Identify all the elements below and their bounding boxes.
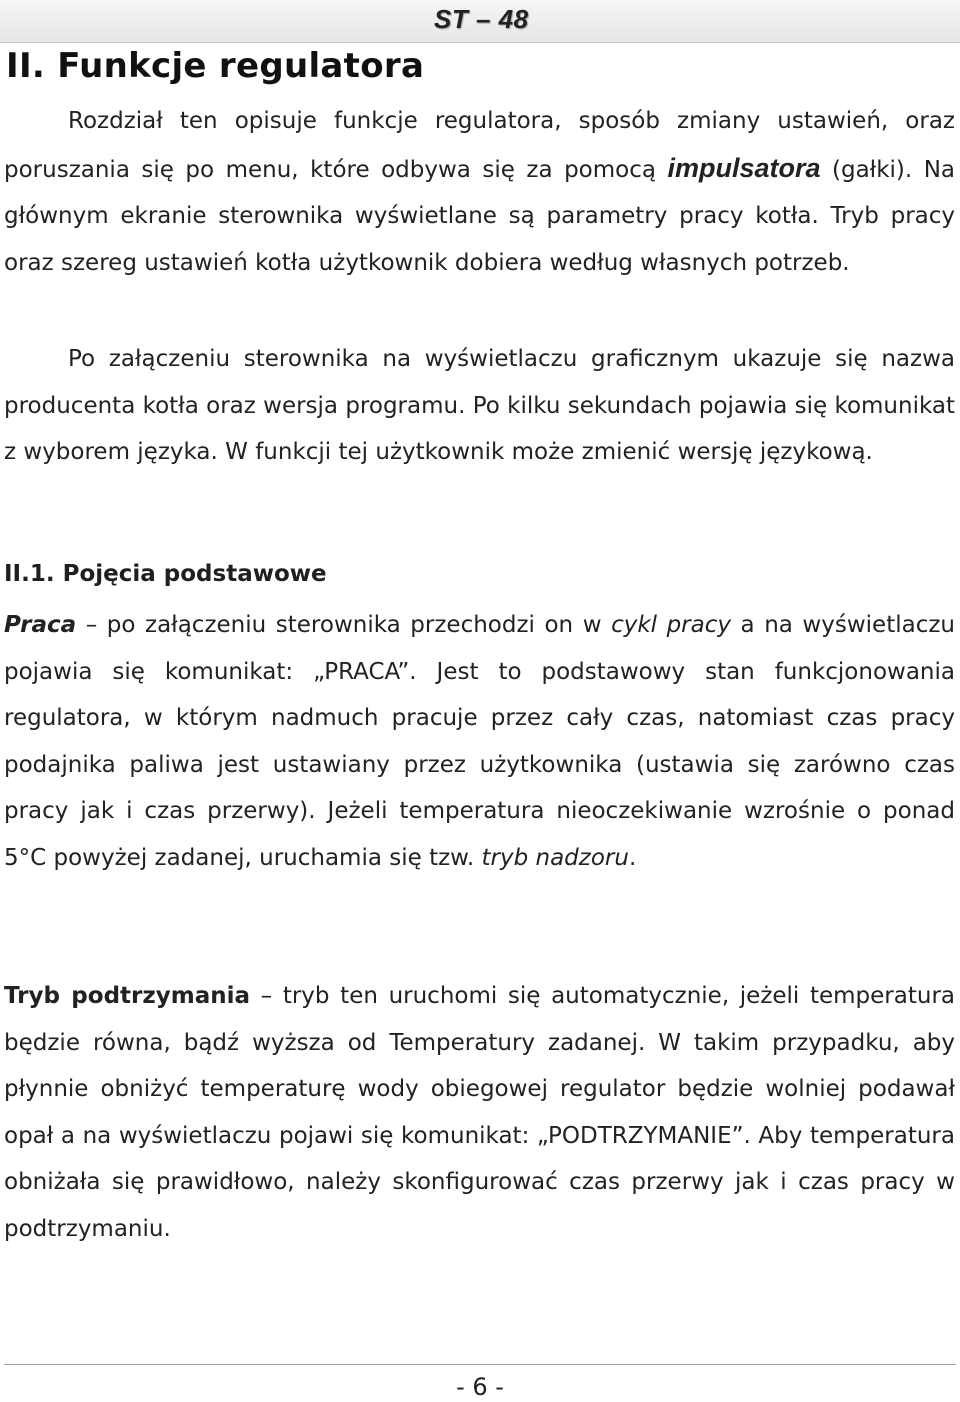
subsection-heading: II.1. Pojęcia podstawowe: [4, 561, 327, 587]
intro-text-part1: Rozdział ten opisuje funkcje regulatora, sposób zmiany ustawień, oraz poruszania się po menu, które odbywa się za pomocą: [4, 108, 955, 183]
footer-rule: [4, 1364, 956, 1365]
tryb-nadzoru-term: tryb nadzoru: [481, 844, 629, 871]
cykl-pracy-term: cykl pracy: [611, 612, 731, 638]
intro-text-part2: (gałki). Na głównym ekranie sterownika wyświetlane są parametry pracy kotła. Tryb pracy oraz szereg ustawień kotła użytkownik dobiera według własnych potrzeb.: [4, 156, 956, 276]
podtrzymanie-paragraph: [4, 973, 955, 1252]
podtrzymanie-term: Tryb podtrzymania: [4, 983, 251, 1009]
praca-text-1: – po załączeniu sterownika przechodzi on w: [76, 612, 612, 638]
intro-paragraph: [4, 98, 955, 286]
podtrzymanie-text: – tryb ten uruchomi się automatycznie, jeżeli temperatura będzie równa, bądź wyższa od Temperatury zadanej. W takim przypadku, aby płynnie obniżyć temperaturę wody obiegowej regulator będzie wolniej podawał opał a na wyświetlaczu pojawi się komunikat: „PODTRZYMANIE”. Aby temperatura obniżała się prawidłowo, należy skonfigurować czas przerwy jak i czas pracy w podtrzymaniu.: [4, 983, 955, 1242]
impulsatora-term: impulsatora: [667, 152, 821, 183]
startup-paragraph: Po załączeniu sterownika na wyświetlaczu graficznym ukazuje się nazwa producenta kotła oraz wersja programu. Po kilku sekundach pojawia się komunikat z wyborem języka. W funkcji tej użytkownik może zmienić wersję językową.: [4, 346, 956, 465]
praca-paragraph: [4, 602, 955, 881]
section-title: II. Funkcje regulatora: [6, 46, 425, 86]
praca-term: Praca: [4, 612, 77, 638]
page-number: - 6 -: [456, 1373, 504, 1401]
praca-text-3: .: [628, 844, 637, 871]
document-code: ST – 48: [434, 4, 529, 34]
praca-text-2: a na wyświetlaczu pojawia się komunikat: „PRACA”. Jest to podstawowy stan funkcjonowania regulatora, w którym nadmuch pracuje przez cały czas, natomiast czas pracy podajnika paliwa jest ustawiany przez użytkownika (ustawia się zarówno czas pracy jak i czas przerwy). Jeżeli temperatura nieoczekiwanie wzrośnie o ponad 5°C powyżej zadanej, uruchamia się tzw.: [4, 612, 955, 871]
